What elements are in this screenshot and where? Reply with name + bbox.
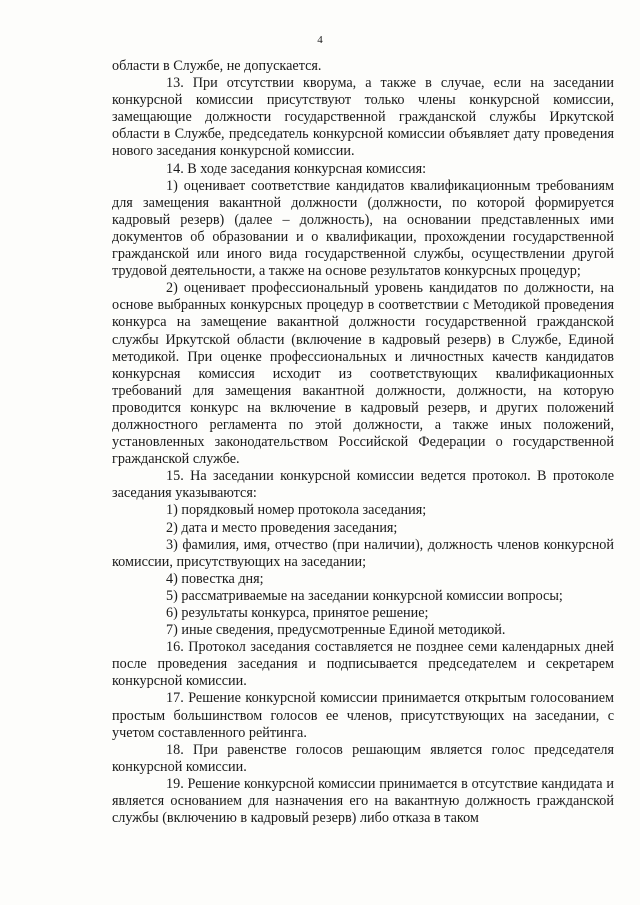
document-body xyxy=(112,58,614,827)
paragraph: 16. Протокол заседания составляется не позднее семи календарных дней после проведения заседания и подписывается председателем и секретарем конкурсной комиссии. xyxy=(112,639,614,690)
paragraph: 17. Решение конкурсной комиссии принимается открытым голосованием простым большинством голосов ее членов, присутствующих на заседании, с учетом составленного рейтинга. xyxy=(112,690,614,741)
paragraph: 19. Решение конкурсной комиссии принимается в отсутствие кандидата и является основанием для назначения его на вакантную должность гражданской службы (включению в кадровый резерв) либо отказа в таком xyxy=(112,775,614,827)
list-item: 4) повестка дня; xyxy=(166,570,264,587)
list-item: 5) рассматриваемые на заседании конкурсной комиссии вопросы; xyxy=(166,587,563,604)
page-number: 4 xyxy=(317,34,323,46)
paragraph: 18. При равенстве голосов решающим является голос председателя конкурсной комиссии. xyxy=(112,741,614,775)
list-item: 7) иные сведения, предусмотренные Единой методикой. xyxy=(166,622,506,639)
paragraph: 13. При отсутствии кворума, а также в случае, если на заседании конкурсной комиссии присутствуют только члены конкурсной комиссии, замещающие должности государственной гражданской службы Иркутской области в Службе, председатель конкурсной комиссии объявляет дату проведения нового заседания конкурсной комиссии. xyxy=(112,75,614,160)
list-item: 6) результаты конкурса, принятое решение; xyxy=(166,605,429,621)
paragraph: 14. В ходе заседания конкурсная комиссия: xyxy=(166,160,427,177)
paragraph: 1) оценивает соответствие кандидатов квалификационным требованиям для замещения вакантной должности (должности, по которой формируется кадровый резерв) (далее – должность), на основании представленных ими документов об образовании и о квалификации, прохождении государственной гражданской или иного вида государственной службы, осуществлении другой трудовой деятельности, а также на основе результатов конкурсных процедур; xyxy=(112,177,614,280)
paragraph: области в Службе, не допускается. xyxy=(112,58,322,74)
paragraph: 2) оценивает профессиональный уровень кандидатов по должности, на основе выбранных конкурсных процедур в соответствии с Методикой проведения конкурса на замещение вакантной должности государственной гражданской службы Иркутской области (включение в кадровый резерв) в Службе, Единой методикой. При оценке профессиональных и личностных качеств кандидатов конкурсная комиссия исходит из соответствующих квалификационных требований для замещения вакантной должности, должности, на которую проводится конкурс на включение в кадровый резерв, и других положений должностного регламента по этой должности, а также иных положений, установленных законодательством Российской Федерации о государственной гражданской службе. xyxy=(112,280,614,468)
list-item: 3) фамилия, имя, отчество (при наличии), должность членов конкурсной комиссии, присутствующих на заседании; xyxy=(112,536,614,570)
list-item: 2) дата и место проведения заседания; xyxy=(166,519,398,536)
list-item: 1) порядковый номер протокола заседания; xyxy=(166,502,427,519)
paragraph: 15. На заседании конкурсной комиссии ведется протокол. В протоколе заседания указываются: xyxy=(112,468,614,502)
